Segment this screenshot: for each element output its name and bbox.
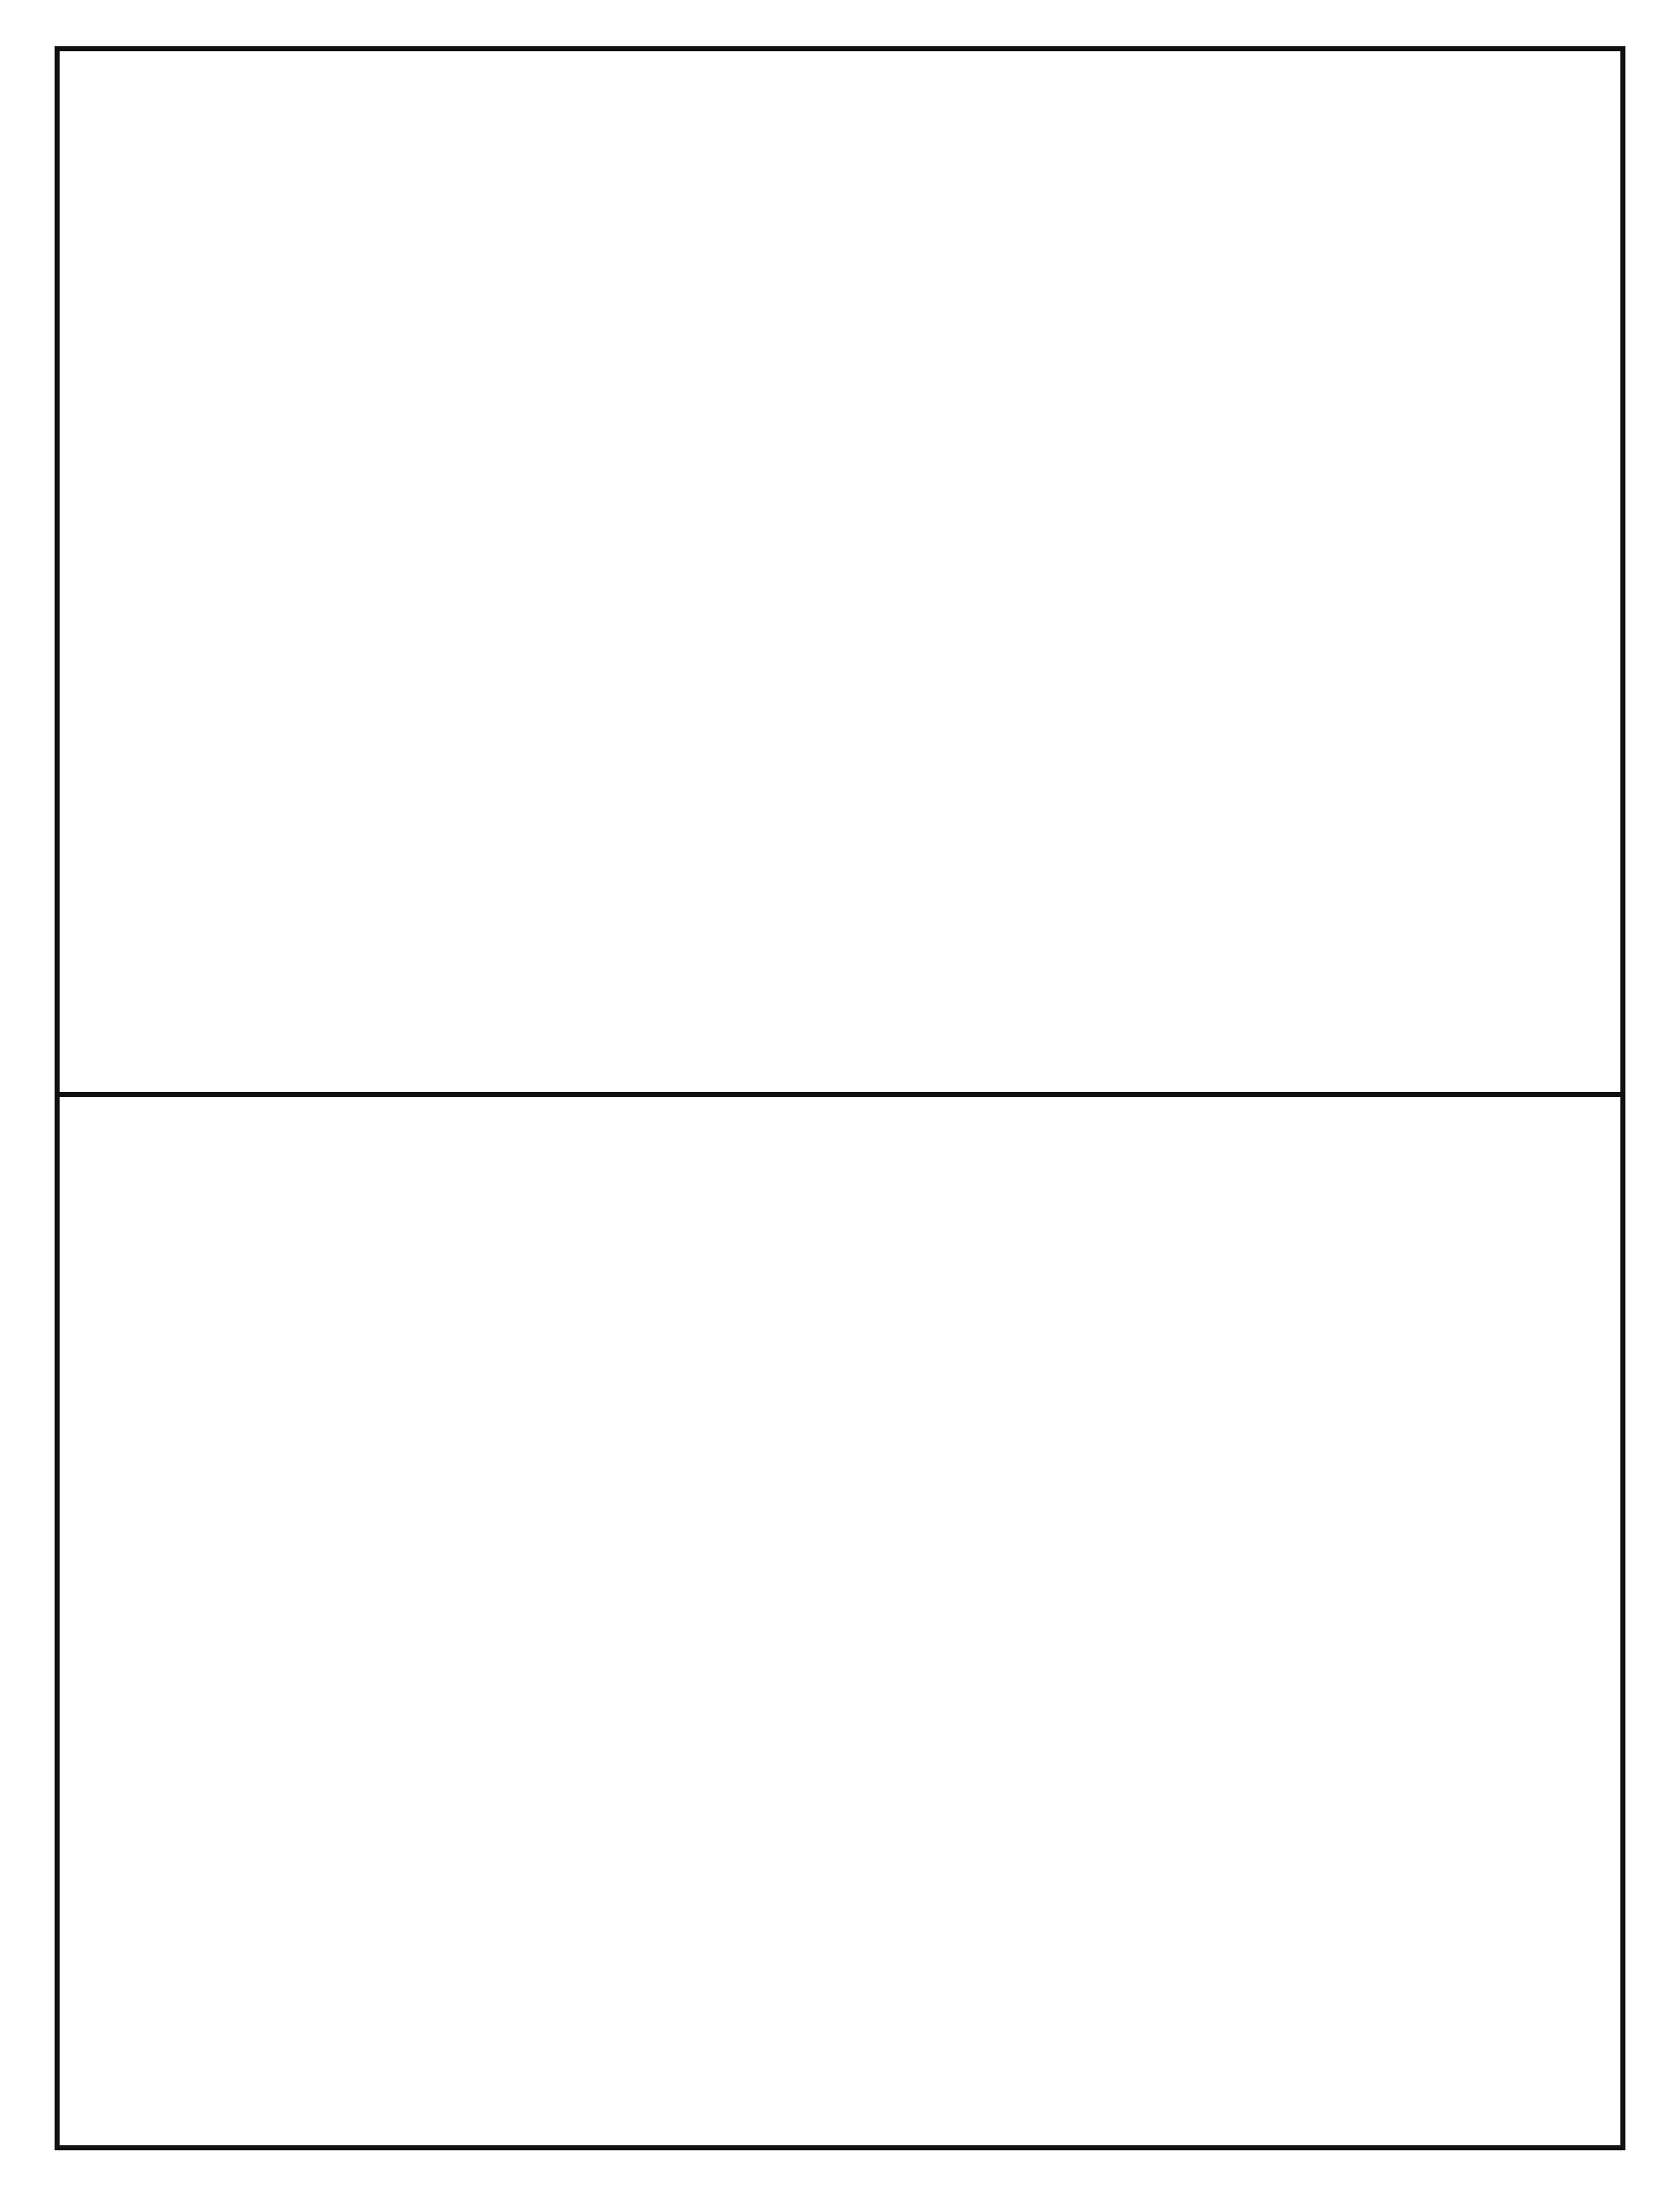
half-divider — [55, 1092, 1625, 1097]
page-frame — [55, 46, 1625, 2150]
